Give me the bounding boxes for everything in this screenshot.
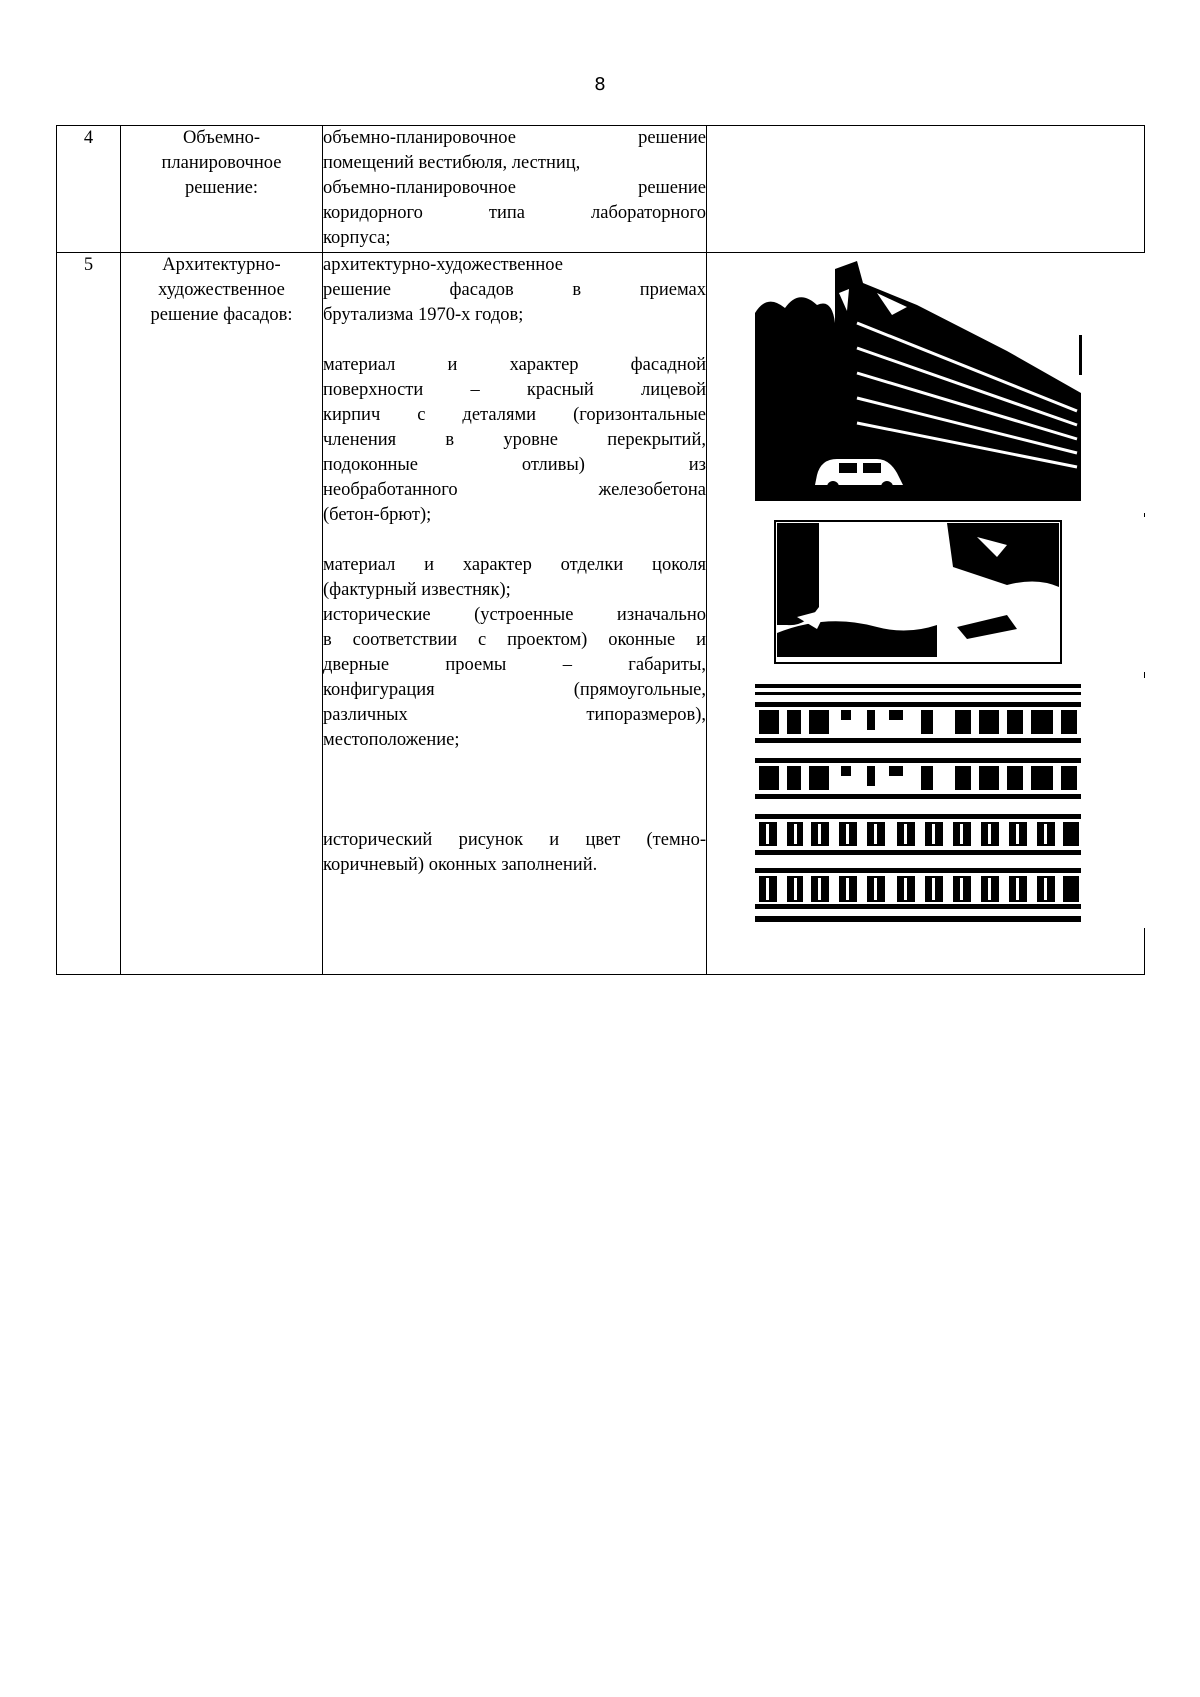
row-illustrations [707, 253, 1145, 975]
row-number: 5 [57, 253, 121, 975]
desc-line: материал и характер отделки цоколя [323, 555, 706, 575]
desc-line: объемно-планировочное решение [323, 178, 706, 198]
row-description [323, 253, 707, 975]
row-number: 4 [57, 126, 121, 253]
row-title: Архитектурно- художественное решение фасадов: [121, 253, 323, 975]
desc-line: объемно-планировочное решение [323, 128, 706, 148]
desc-line: исторический рисунок и цвет (темно- [323, 830, 706, 850]
desc-line: помещений вестибюля, лестниц, [323, 153, 581, 173]
desc-line: исторические (устроенные изначально [323, 605, 706, 625]
desc-line: конфигурация (прямоугольные, [323, 680, 706, 700]
desc-line: (бетон-брют); [323, 505, 432, 525]
desc-line: коричневый) оконных заполнений. [323, 855, 598, 875]
desc-line: подоконные отливы) из [323, 455, 706, 475]
page-number: 8 [594, 74, 606, 95]
desc-line: решение фасадов в приемах [323, 280, 706, 300]
desc-line: дверные проемы – габариты, [323, 655, 706, 675]
table-row-4 [57, 126, 1145, 253]
window-openings-facade-photo [707, 678, 1145, 928]
plinth-limestone-photo [707, 517, 1145, 672]
table-row-5 [57, 253, 1145, 975]
row-description [323, 126, 707, 253]
heritage-table [56, 125, 1145, 975]
desc-line: (фактурный известняк); [323, 580, 511, 600]
desc-line: в соответствии с проектом) оконные и [323, 630, 706, 650]
desc-line: членения в уровне перекрытий, [323, 430, 706, 450]
desc-line: архитектурно-художественное [323, 255, 563, 275]
desc-line: различных типоразмеров), [323, 705, 706, 725]
building-facade-photo [707, 253, 1145, 513]
row-illustration-empty [707, 126, 1145, 253]
desc-line: кирпич с деталями (горизонтальные [323, 405, 706, 425]
desc-line: поверхности – красный лицевой [323, 380, 706, 400]
desc-line: корпуса; [323, 228, 391, 248]
desc-line: коридорного типа лабораторного [323, 203, 706, 223]
row-title: Объемно- планировочное решение: [121, 126, 323, 253]
desc-line: местоположение; [323, 730, 460, 750]
desc-line: материал и характер фасадной [323, 355, 706, 375]
desc-line: брутализма 1970-х годов; [323, 305, 524, 325]
desc-line: необработанного железобетона [323, 480, 706, 500]
